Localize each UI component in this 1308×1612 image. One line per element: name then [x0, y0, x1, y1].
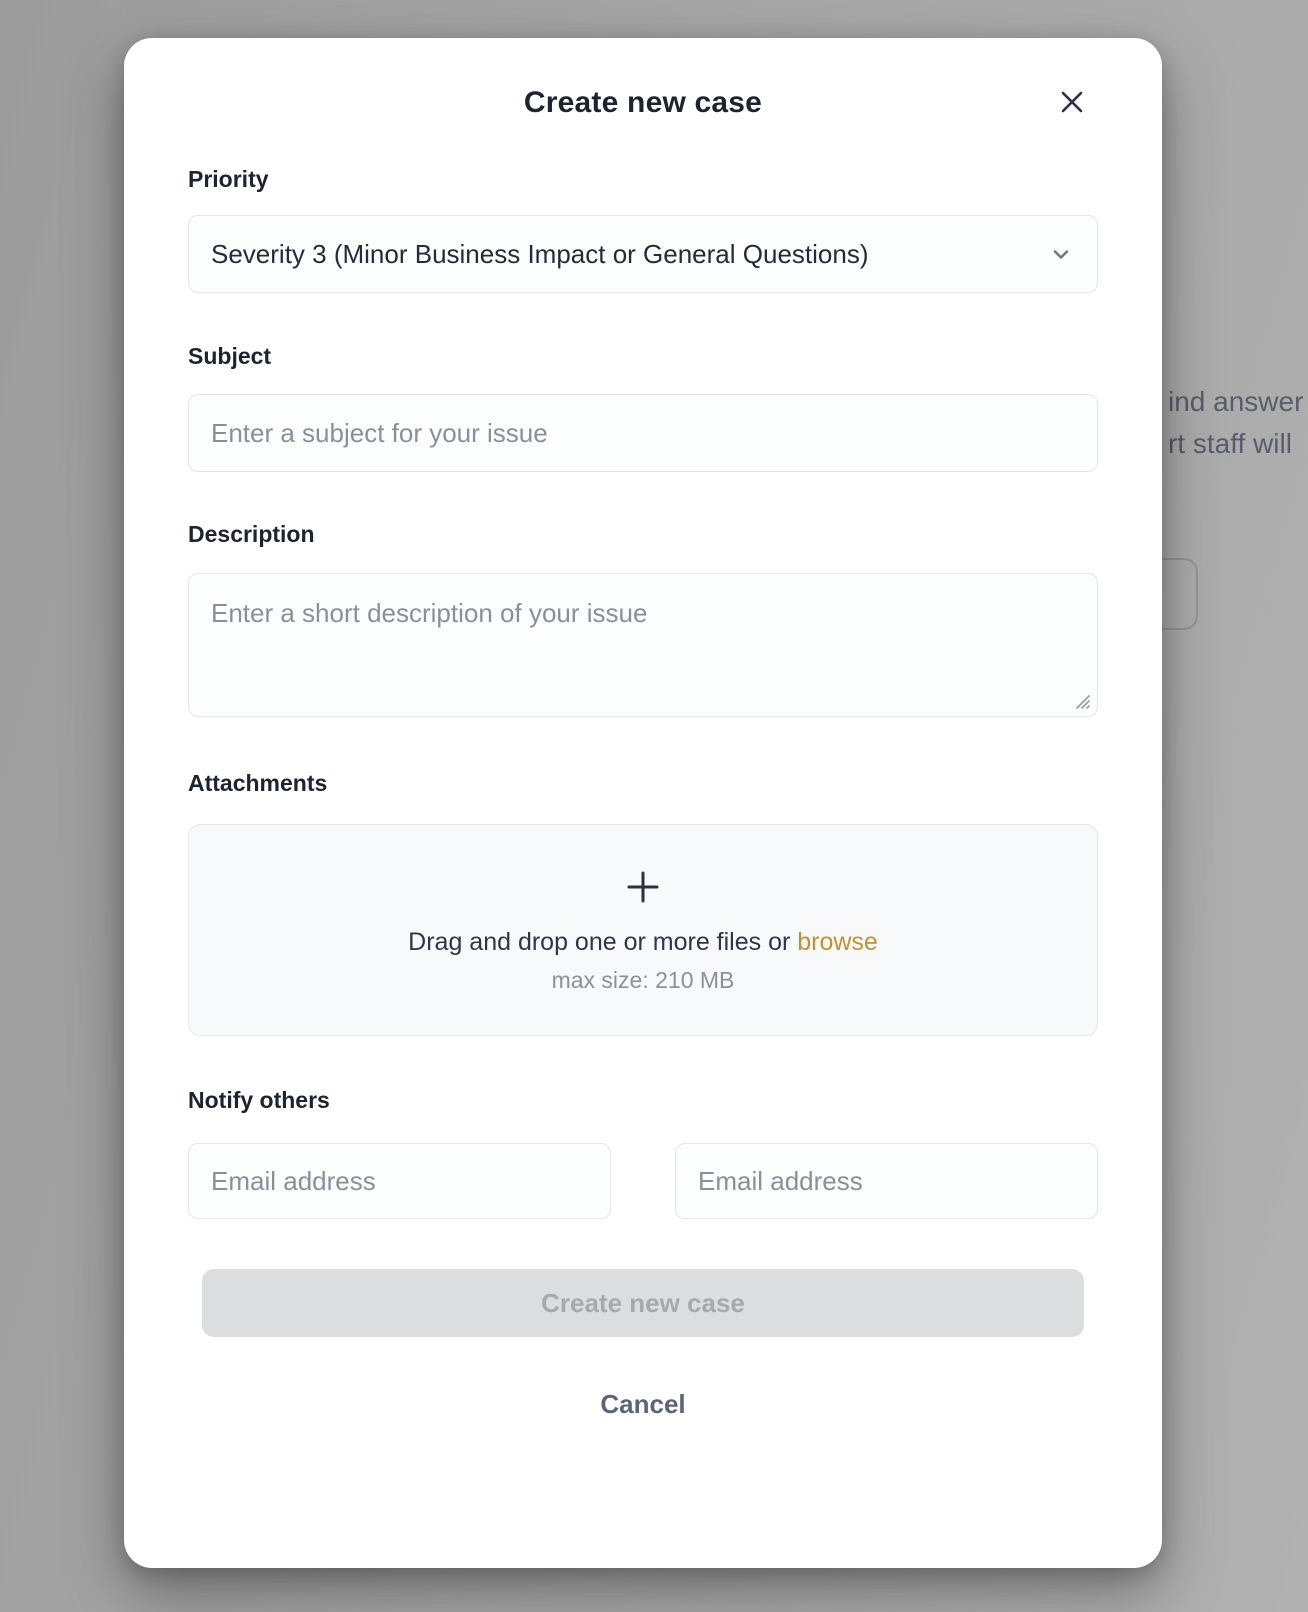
- priority-label: Priority: [188, 166, 269, 192]
- attachments-label: Attachments: [188, 770, 328, 796]
- chevron-down-icon: [1049, 242, 1073, 266]
- priority-selected-value: Severity 3 (Minor Business Impact or General Questions): [211, 238, 869, 269]
- close-icon: [1058, 88, 1086, 116]
- description-label: Description: [188, 521, 315, 547]
- create-new-case-button[interactable]: Create new case: [202, 1269, 1084, 1337]
- resize-handle-icon[interactable]: [1073, 692, 1091, 710]
- subject-label: Subject: [188, 343, 272, 369]
- close-button[interactable]: [1050, 80, 1094, 124]
- subject-input[interactable]: [188, 394, 1098, 472]
- dialog-header: [188, 38, 1098, 120]
- notify-email-input-2[interactable]: [675, 1143, 1098, 1219]
- notify-email-input-1[interactable]: [188, 1143, 611, 1219]
- notify-email-row: [188, 1143, 1098, 1219]
- drop-instruction-text: Drag and drop one or more files or: [408, 928, 798, 956]
- plus-icon: [622, 866, 664, 908]
- dialog-title: Create new case: [523, 86, 763, 119]
- priority-select[interactable]: [188, 215, 1098, 293]
- cancel-button[interactable]: Cancel: [600, 1389, 686, 1419]
- attachments-dropzone[interactable]: [188, 824, 1098, 1036]
- browse-link[interactable]: browse: [797, 928, 878, 956]
- background-page-text: ind answer: [1168, 386, 1304, 417]
- description-textarea[interactable]: [188, 573, 1098, 717]
- drop-instruction: [408, 928, 878, 957]
- max-size-note: max size: 210 MB: [551, 967, 735, 993]
- description-field: [188, 573, 1098, 717]
- create-case-dialog: [124, 38, 1162, 1568]
- background-page-text: rt staff will: [1168, 428, 1292, 459]
- notify-others-label: Notify others: [188, 1087, 330, 1113]
